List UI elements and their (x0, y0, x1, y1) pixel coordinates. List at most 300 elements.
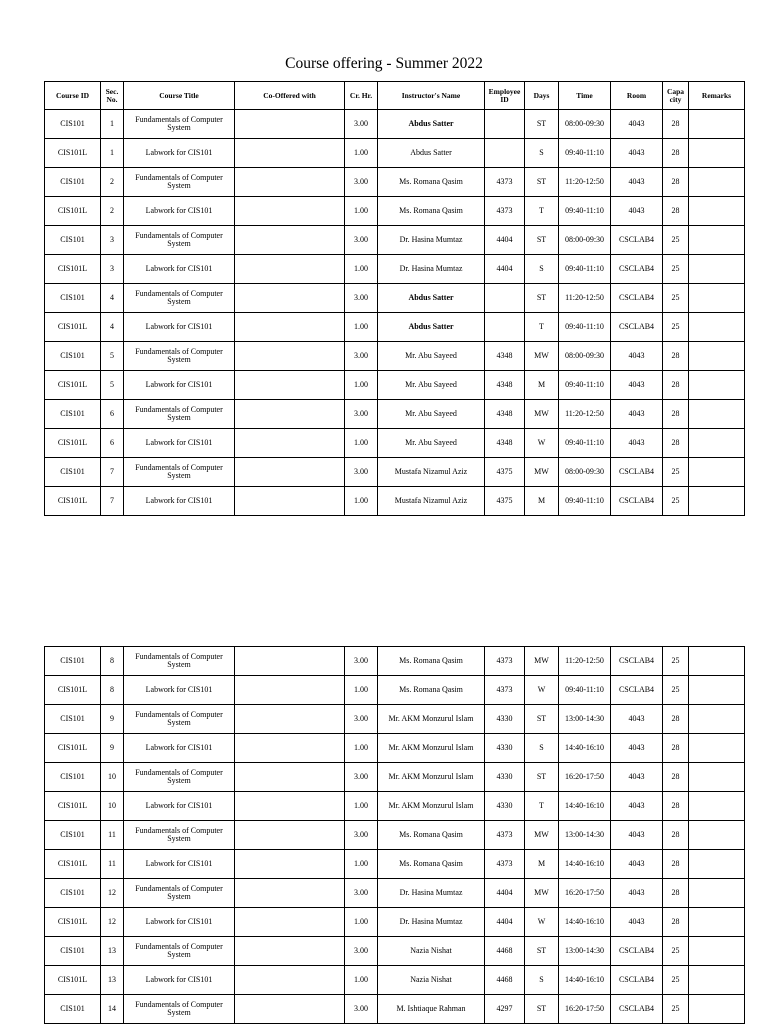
instructor-name-cell: Nazia Nishat (378, 937, 485, 966)
time-cell: 14:40-16:10 (559, 966, 611, 995)
credit-hours-cell: 1.00 (345, 313, 378, 342)
time-cell: 09:40-11:10 (559, 676, 611, 705)
co-offered-cell (235, 197, 345, 226)
employee-id-cell: 4404 (485, 879, 525, 908)
table-row (45, 255, 745, 284)
course-title-cell: Fundamentals of Computer System (124, 821, 235, 850)
employee-id-cell: 4373 (485, 850, 525, 879)
room-cell: 4043 (611, 879, 663, 908)
section-cell: 5 (101, 371, 124, 400)
remarks-cell (689, 110, 745, 139)
employee-id-cell (485, 284, 525, 313)
instructor-name-cell: Abdus Satter (378, 284, 485, 313)
table-row (45, 763, 745, 792)
section-cell: 6 (101, 400, 124, 429)
instructor-name-cell: Mustafa Nizamul Aziz (378, 458, 485, 487)
days-cell: MW (525, 879, 559, 908)
capacity-cell: 28 (663, 763, 689, 792)
room-cell: 4043 (611, 110, 663, 139)
course-id-cell: CIS101 (45, 458, 101, 487)
table-row (45, 850, 745, 879)
section-cell: 9 (101, 734, 124, 763)
credit-hours-cell: 1.00 (345, 371, 378, 400)
instructor-name-cell: Abdus Satter (378, 313, 485, 342)
co-offered-cell (235, 168, 345, 197)
course-id-cell: CIS101 (45, 879, 101, 908)
time-cell: 11:20-12:50 (559, 168, 611, 197)
co-offered-cell (235, 676, 345, 705)
time-cell: 08:00-09:30 (559, 226, 611, 255)
course-id-cell: CIS101L (45, 429, 101, 458)
days-cell: MW (525, 647, 559, 676)
table-row (45, 458, 745, 487)
instructor-name-cell: Mr. Abu Sayeed (378, 400, 485, 429)
credit-hours-cell: 1.00 (345, 487, 378, 516)
course-title-cell: Fundamentals of Computer System (124, 458, 235, 487)
co-offered-cell (235, 850, 345, 879)
course-id-cell: CIS101L (45, 371, 101, 400)
credit-hours-cell: 1.00 (345, 792, 378, 821)
instructor-name-cell: Mr. AKM Monzurul Islam (378, 792, 485, 821)
co-offered-cell (235, 400, 345, 429)
employee-id-cell: 4373 (485, 676, 525, 705)
table-row (45, 937, 745, 966)
course-title-cell: Fundamentals of Computer System (124, 284, 235, 313)
co-offered-cell (235, 792, 345, 821)
credit-hours-cell: 3.00 (345, 458, 378, 487)
course-id-cell: CIS101 (45, 821, 101, 850)
instructor-name-cell: Mr. Abu Sayeed (378, 371, 485, 400)
instructor-name-cell: Mustafa Nizamul Aziz (378, 487, 485, 516)
course-id-cell: CIS101 (45, 226, 101, 255)
co-offered-cell (235, 458, 345, 487)
course-id-cell: CIS101 (45, 168, 101, 197)
instructor-name-cell: Ms. Romana Qasim (378, 168, 485, 197)
capacity-cell: 28 (663, 850, 689, 879)
course-title-cell: Labwork for CIS101 (124, 371, 235, 400)
room-cell: CSCLAB4 (611, 995, 663, 1024)
employee-id-cell: 4375 (485, 487, 525, 516)
instructor-name-cell: Ms. Romana Qasim (378, 676, 485, 705)
table-header-row (45, 82, 745, 110)
header-employee-id: Employee ID (485, 82, 525, 110)
section-cell: 4 (101, 313, 124, 342)
time-cell: 14:40-16:10 (559, 850, 611, 879)
co-offered-cell (235, 734, 345, 763)
section-cell: 1 (101, 110, 124, 139)
course-id-cell: CIS101L (45, 966, 101, 995)
days-cell: ST (525, 168, 559, 197)
time-cell: 09:40-11:10 (559, 197, 611, 226)
course-title-cell: Labwork for CIS101 (124, 197, 235, 226)
co-offered-cell (235, 313, 345, 342)
table-row (45, 879, 745, 908)
co-offered-cell (235, 255, 345, 284)
remarks-cell (689, 284, 745, 313)
course-title-cell: Fundamentals of Computer System (124, 937, 235, 966)
section-cell: 1 (101, 139, 124, 168)
remarks-cell (689, 821, 745, 850)
course-id-cell: CIS101 (45, 705, 101, 734)
instructor-name-cell: Dr. Hasina Mumtaz (378, 226, 485, 255)
remarks-cell (689, 342, 745, 371)
days-cell: S (525, 734, 559, 763)
section-cell: 5 (101, 342, 124, 371)
instructor-name-cell: Dr. Hasina Mumtaz (378, 255, 485, 284)
time-cell: 13:00-14:30 (559, 705, 611, 734)
days-cell: MW (525, 400, 559, 429)
capacity-cell: 28 (663, 908, 689, 937)
header-remarks: Remarks (689, 82, 745, 110)
employee-id-cell: 4348 (485, 371, 525, 400)
section-cell: 10 (101, 792, 124, 821)
instructor-name-cell: Ms. Romana Qasim (378, 821, 485, 850)
capacity-cell: 25 (663, 937, 689, 966)
header-course-title: Course Title (124, 82, 235, 110)
room-cell: CSCLAB4 (611, 458, 663, 487)
table-row (45, 792, 745, 821)
course-id-cell: CIS101L (45, 255, 101, 284)
capacity-cell: 25 (663, 966, 689, 995)
co-offered-cell (235, 647, 345, 676)
header-instructor-name: Instructor's Name (378, 82, 485, 110)
co-offered-cell (235, 371, 345, 400)
course-id-cell: CIS101 (45, 763, 101, 792)
instructor-name-cell: Mr. AKM Monzurul Islam (378, 705, 485, 734)
co-offered-cell (235, 879, 345, 908)
days-cell: M (525, 487, 559, 516)
credit-hours-cell: 3.00 (345, 168, 378, 197)
days-cell: MW (525, 342, 559, 371)
employee-id-cell: 4373 (485, 168, 525, 197)
course-id-cell: CIS101 (45, 647, 101, 676)
days-cell: ST (525, 284, 559, 313)
time-cell: 08:00-09:30 (559, 342, 611, 371)
days-cell: ST (525, 226, 559, 255)
employee-id-cell: 4404 (485, 226, 525, 255)
section-cell: 3 (101, 226, 124, 255)
time-cell: 11:20-12:50 (559, 647, 611, 676)
room-cell: CSCLAB4 (611, 487, 663, 516)
employee-id-cell: 4348 (485, 400, 525, 429)
days-cell: W (525, 908, 559, 937)
course-id-cell: CIS101 (45, 400, 101, 429)
section-cell: 11 (101, 821, 124, 850)
header-section-no: Sec. No. (101, 82, 124, 110)
capacity-cell: 25 (663, 226, 689, 255)
credit-hours-cell: 3.00 (345, 226, 378, 255)
co-offered-cell (235, 908, 345, 937)
capacity-cell: 28 (663, 429, 689, 458)
table-row (45, 966, 745, 995)
table-row (45, 110, 745, 139)
instructor-name-cell: Mr. Abu Sayeed (378, 429, 485, 458)
remarks-cell (689, 763, 745, 792)
section-cell: 13 (101, 937, 124, 966)
capacity-cell: 25 (663, 995, 689, 1024)
capacity-cell: 28 (663, 139, 689, 168)
room-cell: 4043 (611, 850, 663, 879)
co-offered-cell (235, 284, 345, 313)
time-cell: 11:20-12:50 (559, 284, 611, 313)
instructor-name-cell: Dr. Hasina Mumtaz (378, 879, 485, 908)
capacity-cell: 28 (663, 371, 689, 400)
employee-id-cell: 4468 (485, 966, 525, 995)
time-cell: 14:40-16:10 (559, 792, 611, 821)
employee-id-cell: 4297 (485, 995, 525, 1024)
employee-id-cell (485, 110, 525, 139)
capacity-cell: 28 (663, 792, 689, 821)
capacity-cell: 25 (663, 284, 689, 313)
credit-hours-cell: 3.00 (345, 821, 378, 850)
employee-id-cell: 4348 (485, 429, 525, 458)
room-cell: CSCLAB4 (611, 647, 663, 676)
employee-id-cell: 4468 (485, 937, 525, 966)
days-cell: ST (525, 110, 559, 139)
remarks-cell (689, 255, 745, 284)
days-cell: S (525, 139, 559, 168)
room-cell: CSCLAB4 (611, 226, 663, 255)
days-cell: ST (525, 937, 559, 966)
section-cell: 2 (101, 197, 124, 226)
days-cell: M (525, 371, 559, 400)
days-cell: ST (525, 705, 559, 734)
course-title-cell: Fundamentals of Computer System (124, 647, 235, 676)
table-row (45, 139, 745, 168)
capacity-cell: 28 (663, 168, 689, 197)
course-title-cell: Fundamentals of Computer System (124, 168, 235, 197)
section-cell: 12 (101, 908, 124, 937)
days-cell: T (525, 313, 559, 342)
employee-id-cell (485, 313, 525, 342)
employee-id-cell: 4330 (485, 705, 525, 734)
employee-id-cell: 4330 (485, 734, 525, 763)
remarks-cell (689, 371, 745, 400)
course-id-cell: CIS101 (45, 937, 101, 966)
remarks-cell (689, 647, 745, 676)
employee-id-cell: 4404 (485, 908, 525, 937)
room-cell: CSCLAB4 (611, 313, 663, 342)
employee-id-cell: 4404 (485, 255, 525, 284)
course-title-cell: Fundamentals of Computer System (124, 400, 235, 429)
course-id-cell: CIS101 (45, 110, 101, 139)
room-cell: 4043 (611, 400, 663, 429)
table-row (45, 676, 745, 705)
remarks-cell (689, 458, 745, 487)
credit-hours-cell: 1.00 (345, 966, 378, 995)
room-cell: 4043 (611, 168, 663, 197)
course-title-cell: Labwork for CIS101 (124, 908, 235, 937)
instructor-name-cell: Abdus Satter (378, 110, 485, 139)
section-cell: 13 (101, 966, 124, 995)
course-id-cell: CIS101L (45, 850, 101, 879)
header-days: Days (525, 82, 559, 110)
table-row (45, 995, 745, 1024)
section-cell: 8 (101, 676, 124, 705)
header-room: Room (611, 82, 663, 110)
days-cell: MW (525, 458, 559, 487)
co-offered-cell (235, 995, 345, 1024)
course-id-cell: CIS101L (45, 313, 101, 342)
table-row (45, 284, 745, 313)
room-cell: 4043 (611, 821, 663, 850)
room-cell: 4043 (611, 197, 663, 226)
remarks-cell (689, 197, 745, 226)
header-course-id: Course ID (45, 82, 101, 110)
section-cell: 14 (101, 995, 124, 1024)
time-cell: 13:00-14:30 (559, 937, 611, 966)
days-cell: S (525, 255, 559, 284)
room-cell: 4043 (611, 734, 663, 763)
section-cell: 9 (101, 705, 124, 734)
credit-hours-cell: 3.00 (345, 647, 378, 676)
room-cell: CSCLAB4 (611, 284, 663, 313)
remarks-cell (689, 908, 745, 937)
employee-id-cell: 4373 (485, 197, 525, 226)
employee-id-cell: 4330 (485, 792, 525, 821)
room-cell: 4043 (611, 705, 663, 734)
page-title: Course offering - Summer 2022 (285, 55, 483, 72)
instructor-name-cell: Ms. Romana Qasim (378, 647, 485, 676)
time-cell: 16:20-17:50 (559, 879, 611, 908)
days-cell: S (525, 966, 559, 995)
course-offering-table (44, 81, 745, 516)
credit-hours-cell: 1.00 (345, 850, 378, 879)
remarks-cell (689, 676, 745, 705)
time-cell: 09:40-11:10 (559, 313, 611, 342)
room-cell: 4043 (611, 371, 663, 400)
credit-hours-cell: 1.00 (345, 676, 378, 705)
capacity-cell: 28 (663, 821, 689, 850)
capacity-cell: 28 (663, 400, 689, 429)
time-cell: 11:20-12:50 (559, 400, 611, 429)
remarks-cell (689, 313, 745, 342)
section-cell: 10 (101, 763, 124, 792)
instructor-name-cell: Nazia Nishat (378, 966, 485, 995)
credit-hours-cell: 3.00 (345, 284, 378, 313)
co-offered-cell (235, 429, 345, 458)
credit-hours-cell: 3.00 (345, 342, 378, 371)
time-cell: 09:40-11:10 (559, 487, 611, 516)
credit-hours-cell: 1.00 (345, 908, 378, 937)
credit-hours-cell: 3.00 (345, 705, 378, 734)
course-id-cell: CIS101 (45, 284, 101, 313)
capacity-cell: 28 (663, 342, 689, 371)
instructor-name-cell: Mr. Abu Sayeed (378, 342, 485, 371)
time-cell: 09:40-11:10 (559, 139, 611, 168)
header-credit-hours: Cr. Hr. (345, 82, 378, 110)
course-title-cell: Labwork for CIS101 (124, 487, 235, 516)
days-cell: M (525, 850, 559, 879)
course-title-cell: Labwork for CIS101 (124, 966, 235, 995)
room-cell: 4043 (611, 763, 663, 792)
room-cell: CSCLAB4 (611, 676, 663, 705)
credit-hours-cell: 3.00 (345, 400, 378, 429)
table-row (45, 647, 745, 676)
credit-hours-cell: 1.00 (345, 255, 378, 284)
course-id-cell: CIS101L (45, 139, 101, 168)
room-cell: CSCLAB4 (611, 966, 663, 995)
table-row (45, 342, 745, 371)
remarks-cell (689, 168, 745, 197)
course-title-cell: Fundamentals of Computer System (124, 705, 235, 734)
remarks-cell (689, 487, 745, 516)
capacity-cell: 25 (663, 676, 689, 705)
remarks-cell (689, 879, 745, 908)
table-row (45, 734, 745, 763)
capacity-cell: 25 (663, 458, 689, 487)
instructor-name-cell: Ms. Romana Qasim (378, 197, 485, 226)
table-row (45, 908, 745, 937)
course-title-cell: Fundamentals of Computer System (124, 879, 235, 908)
table-row (45, 705, 745, 734)
remarks-cell (689, 139, 745, 168)
time-cell: 13:00-14:30 (559, 821, 611, 850)
co-offered-cell (235, 226, 345, 255)
co-offered-cell (235, 110, 345, 139)
remarks-cell (689, 400, 745, 429)
capacity-cell: 28 (663, 879, 689, 908)
employee-id-cell: 4330 (485, 763, 525, 792)
section-cell: 6 (101, 429, 124, 458)
instructor-name-cell: Mr. AKM Monzurul Islam (378, 763, 485, 792)
time-cell: 08:00-09:30 (559, 110, 611, 139)
course-id-cell: CIS101L (45, 734, 101, 763)
employee-id-cell: 4375 (485, 458, 525, 487)
time-cell: 16:20-17:50 (559, 995, 611, 1024)
time-cell: 09:40-11:10 (559, 429, 611, 458)
credit-hours-cell: 3.00 (345, 995, 378, 1024)
credit-hours-cell: 1.00 (345, 139, 378, 168)
course-title-cell: Labwork for CIS101 (124, 792, 235, 821)
header-capacity: Capa city (663, 82, 689, 110)
remarks-cell (689, 429, 745, 458)
capacity-cell: 25 (663, 647, 689, 676)
remarks-cell (689, 734, 745, 763)
employee-id-cell: 4348 (485, 342, 525, 371)
days-cell: W (525, 676, 559, 705)
table-row (45, 226, 745, 255)
room-cell: 4043 (611, 908, 663, 937)
course-title-cell: Fundamentals of Computer System (124, 763, 235, 792)
time-cell: 09:40-11:10 (559, 371, 611, 400)
room-cell: 4043 (611, 429, 663, 458)
instructor-name-cell: M. Ishtiaque Rahman (378, 995, 485, 1024)
employee-id-cell (485, 139, 525, 168)
credit-hours-cell: 3.00 (345, 110, 378, 139)
table-row (45, 197, 745, 226)
course-title-cell: Labwork for CIS101 (124, 429, 235, 458)
co-offered-cell (235, 763, 345, 792)
credit-hours-cell: 1.00 (345, 734, 378, 763)
remarks-cell (689, 850, 745, 879)
employee-id-cell: 4373 (485, 821, 525, 850)
course-title-cell: Labwork for CIS101 (124, 734, 235, 763)
co-offered-cell (235, 487, 345, 516)
days-cell: ST (525, 995, 559, 1024)
capacity-cell: 25 (663, 255, 689, 284)
room-cell: CSCLAB4 (611, 937, 663, 966)
credit-hours-cell: 3.00 (345, 879, 378, 908)
time-cell: 14:40-16:10 (559, 734, 611, 763)
co-offered-cell (235, 705, 345, 734)
capacity-cell: 28 (663, 734, 689, 763)
credit-hours-cell: 1.00 (345, 429, 378, 458)
section-cell: 11 (101, 850, 124, 879)
table-row (45, 400, 745, 429)
days-cell: T (525, 197, 559, 226)
course-offering-table-continued (44, 646, 745, 1024)
